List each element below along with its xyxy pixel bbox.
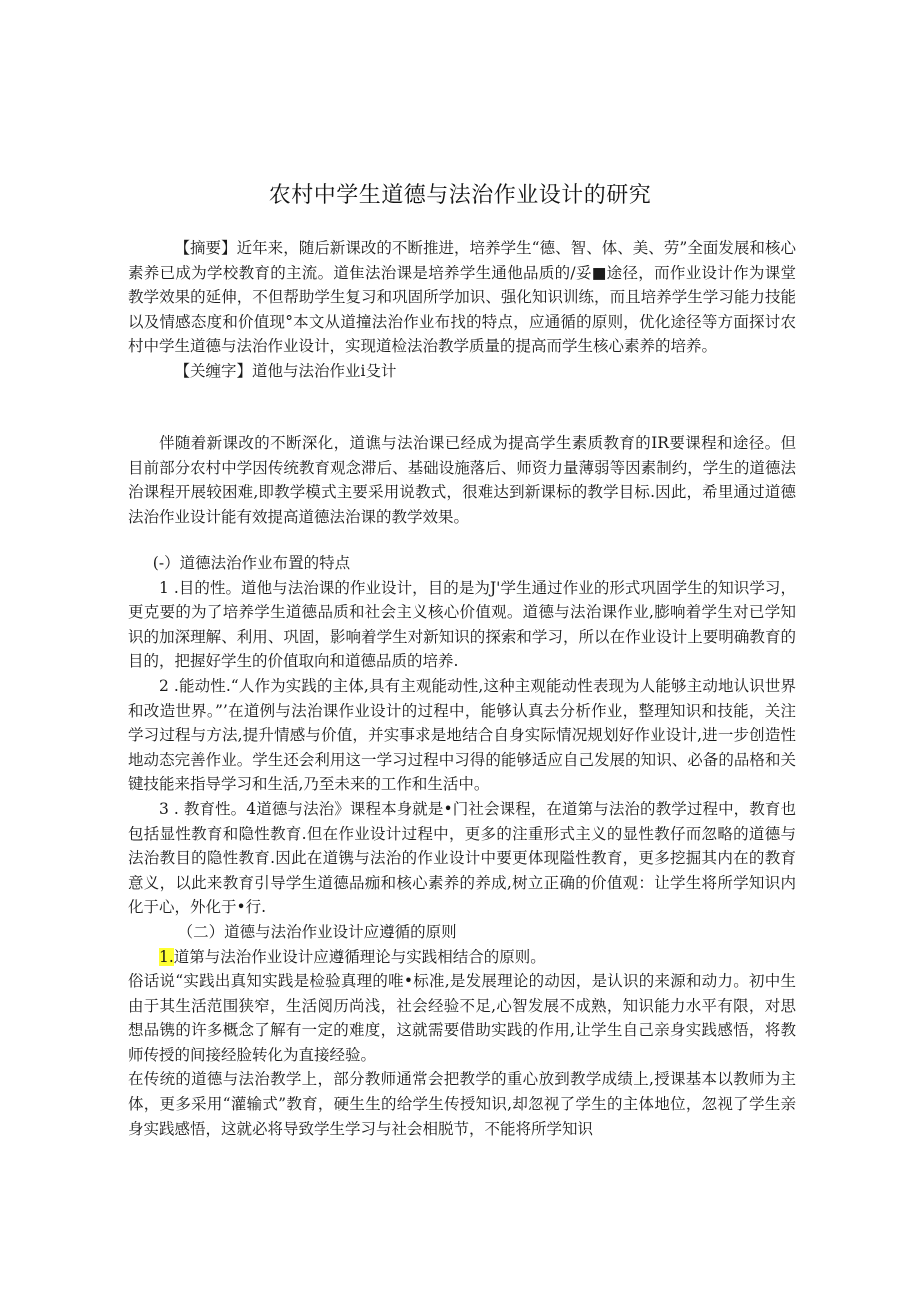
abstract-paragraph bbox=[128, 236, 796, 359]
keywords-text: 道他与法治作业i殳计 bbox=[252, 361, 397, 380]
section1-item-2: 2 .能动性.“人作为实践的主体,具有主观能动性,这种主观能动性表现为人能够主动地认识世界和改造世界。”’在道例与法治课作业设计的过程中，能够认真去分析作业，整理知识和技能，关注学习过程与方法,提升情感与价值，并实事求是地结合自身实际情况规划好作业设计,进一步创造性地动态完善作业。学生还会利用这一学习过程中习得的能够适应自己发展的知识、必备的品格和关键技能来指导学习和生活,乃至未来的工作和生活中。 bbox=[128, 676, 796, 794]
section2-paragraph-1: 俗话说“实践出真知实践是检验真理的唯•标准,是发展理论的动因，是认识的来源和动力。初中生由于其生活范围狭窄，生活阅历尚浅，社会经验不足,心智发展不成熟，知识能力水平有限，对思想品镌的许多概念了解有一定的难度，这就需要借助实践的作用,让学生自己亲身实践感悟，将教师传授的间接经脸转化为直接经验。 bbox=[128, 972, 796, 1064]
keywords-paragraph bbox=[128, 359, 796, 384]
section2-paragraph-2: 在传统的道德与法治教学上，部分教师通常会把教学的重心放到教学成绩上,授课基本以教师为主体，更多采用“灌输式”教育，硬生生的给学生传授知识,却忽视了学生的主体地位，忽视了学生亲身实践感悟，这就必将导致学生学习与社会相脱节，不能将所学知识 bbox=[128, 1070, 796, 1138]
abstract-text: 近年来，随后新课改的不断推进，培养学生“德、智、体、美、劳”全面发展和核心素养已成为学校教育的主流。道隹法治课是培养学生通他品质的/妥■途径，而作业设计作为课堂教学效果的延伸，不但帮助学生复习和巩固所学加识、强化知识训练，而且培养学生学习能力技能以及情感态度和价值现°本文从道撞法治作业布找的特点，应通循的原则，优化途径等方面探讨农村中学生道德与法治作业设计，实现道检法治教学质量的提高而学生核心素养的培养。 bbox=[128, 239, 796, 356]
intro-block bbox=[128, 431, 796, 529]
abstract-block bbox=[128, 236, 796, 384]
highlighted-number: 1. bbox=[159, 947, 174, 966]
intro-paragraph: 伴随着新课改的不断深化，道谯与法治课已经成为提高学生素质教育的IR要课程和途径。但目前部分农村中学因传统教育观念滞后、基础设施落后、师资力量薄弱等因素制约，学生的道德法治课程开展较困难,即教学模式主要采用说教式，很难达到新课标的教学目标.因此，希里通过道德法治作业设计能有效提高道德法治课的教学效果。 bbox=[128, 434, 796, 526]
section2-item-1 bbox=[128, 945, 796, 970]
section1-item-1: 1 .目的性。道他与法治课的作业设计，目的是为J'学生通过作业的形式巩固学生的知识学习，更克要的为了培养学生道德品质和社会主义核心价值观。道德与法治课作业,膨响着学生对已学知识的加深理解、利用、巩固，影响着学生对新知识的探索和学习，所以在作业设计上要明确教育的目的，把握好学生的价值取向和道德品质的培养. bbox=[128, 578, 796, 671]
section1-item-3: 3 . 教育性。4道德与法治》课程本身就是•门社会课程，在道第与法治的教学过程中，教育也包括显性教育和隐性教育.但在作业设计过程中，更多的注重形式主义的显性教仔而忽略的道德与法治教目的隐性教育.因此在道镌与法治的作业设计中要更体现隘性教育，更多挖掘其内在的教育意义，以此来教育引导学生道德品痂和核心素养的养成,树立正确的价值观：让学生将所学知识内化于心，外化于•行. bbox=[128, 799, 796, 917]
keywords-label: 【关缠字】 bbox=[174, 361, 253, 380]
section1-heading: (-）道德法治作业布置的特点 bbox=[152, 554, 351, 572]
section2-item-1-text: 道第与法治作业设计应遵循理论与实践相结合的原则。 bbox=[173, 947, 546, 966]
main-block bbox=[128, 551, 796, 1141]
section2-heading: （二）道德与法治作业设计应遵循的原则 bbox=[177, 922, 457, 941]
document-title: 农村中学生道德与法治作业设计的研究 bbox=[268, 183, 652, 208]
abstract-label: 【摘要】 bbox=[174, 239, 237, 257]
